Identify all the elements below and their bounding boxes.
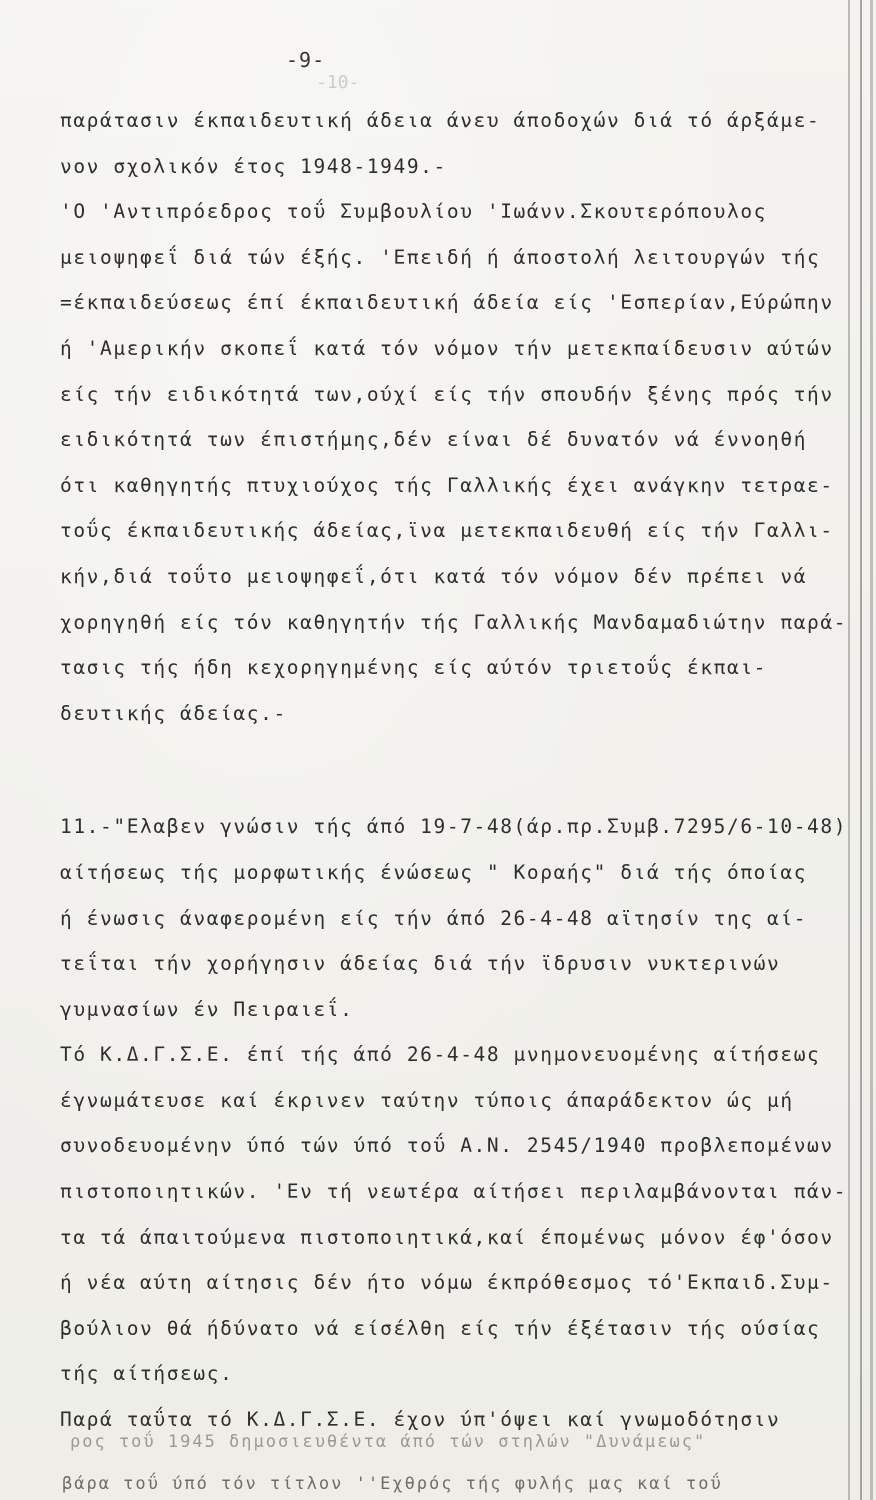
text-line: δευτικής άδείας.- bbox=[60, 701, 287, 725]
paragraph-item-11 bbox=[60, 804, 850, 1442]
text-line: ειδικότητά των έπιστήμης,δέν είναι δέ δυνατόν νά έννοηθή bbox=[60, 428, 808, 452]
text-line: ή ένωσις άναφερομένη είς τήν άπό 26-4-48 αϊτησίν της αί- bbox=[60, 906, 808, 930]
document-body bbox=[60, 98, 850, 1443]
paragraph-dissent bbox=[60, 98, 850, 736]
text-line: βούλιον θά ήδύνατο νά είσέλθη είς τήν έξέτασιν τής ούσίας bbox=[60, 1316, 821, 1340]
text-line: τής αίτήσεως. bbox=[60, 1362, 234, 1386]
text-line: τεΐται τήν χορήγησιν άδείας διά τήν ϊδρυσιν νυκτερινών bbox=[60, 952, 781, 976]
text-line: αίτήσεως τής μορφωτικής ένώσεως " Κοραής" διά τής όποίας bbox=[60, 860, 808, 884]
faded-bottom-line: ρος τοΰ 1945 δημοσιευθέντα άπό τών στηλών "Δυνάμεως" bbox=[70, 1432, 707, 1452]
faded-bottom-line: βάρα τοΰ ύπό τόν τίτλον ''Εχθρός τής φυλής μας καί τοΰ bbox=[62, 1474, 723, 1494]
text-line: τασις τής ήδη κεχορηγημένης είς αύτόν τριετοΰς έκπαι- bbox=[60, 656, 768, 680]
text-line: τα τά άπαιτούμενα πιστοποιητικά,καί έπομένως μόνον έφ'όσον bbox=[60, 1225, 834, 1249]
text-line: =έκπαιδεύσεως έπί έκπαιδευτική άδεία είς 'Εσπερίαν,Εύρώπην bbox=[60, 291, 834, 315]
text-line: Παρά ταΰτα τό Κ.Δ.Γ.Σ.Ε. έχον ύπ'όψει καί γνωμοδότησιν bbox=[60, 1408, 781, 1432]
text-line: τοΰς έκπαιδευτικής άδείας,ϊνα μετεκπαιδευθή είς τήν Γαλλι- bbox=[60, 519, 834, 543]
text-line: Τό Κ.Δ.Γ.Σ.Ε. έπί τής άπό 26-4-48 μνημονευομένης αίτήσεως bbox=[60, 1043, 821, 1067]
text-line: έγνωμάτευσε καί έκρινεν ταύτην τύποις άπαράδεκτον ώς μή bbox=[60, 1088, 794, 1112]
binding-edge-line bbox=[860, 0, 862, 1500]
binding-edge-line bbox=[870, 0, 873, 1500]
text-line: παράτασιν έκπαιδευτική άδεια άνευ άποδοχών διά τό άρξάμε- bbox=[60, 109, 821, 132]
text-line: γυμνασίων έν Πειραιεΐ. bbox=[60, 997, 354, 1021]
paragraph-gap bbox=[60, 736, 850, 804]
text-line: πιστοποιητικών. 'Εν τή νεωτέρα αίτήσει περιλαμβάνονται πάν- bbox=[60, 1180, 848, 1204]
text-line: 'Ο 'Αντιπρόεδρος τοΰ Συμβουλίου 'Ιωάνν.Σκουτερόπουλος bbox=[60, 200, 768, 224]
text-line: κήν,διά τοΰτο μειοψηφεΐ,ότι κατά τόν νόμον δέν πρέπει νά bbox=[60, 564, 808, 588]
text-line: νον σχολικόν έτος 1948-1949.- bbox=[60, 154, 447, 178]
text-line: ή 'Αμερικήν σκοπεΐ κατά τόν νόμον τήν μετεκπαίδευσιν αύτών bbox=[60, 336, 834, 360]
text-line: μειοψηφεΐ διά τών έξής. 'Επειδή ή άποστολή λειτουργών τής bbox=[60, 245, 821, 269]
text-line: συνοδευομένην ύπό τών ύπό τοΰ Α.Ν. 2545/1940 προβλεπομένων bbox=[60, 1134, 834, 1158]
page-number: -9- bbox=[286, 48, 326, 72]
text-line: είς τήν ειδικότητά των,ούχί είς τήν σπουδήν ξένης πρός τήν bbox=[60, 382, 834, 406]
text-line: ότι καθηγητής πτυχιούχος τής Γαλλικής έχει ανάγκην τετραε- bbox=[60, 473, 834, 497]
show-through-page-number: -10- bbox=[316, 72, 360, 93]
text-line: ή νέα αύτη αίτησις δέν ήτο νόμω έκπρόθεσμος τό'Εκπαιδ.Συμ- bbox=[60, 1271, 834, 1295]
text-line: 11.-"Ελαβεν γνώσιν τής άπό 19-7-48(άρ.πρ.Συμβ.7295/6-10-48) bbox=[60, 815, 848, 839]
text-line: χορηγηθή είς τόν καθηγητήν τής Γαλλικής Μανδαμαδιώτην παρά- bbox=[60, 610, 848, 634]
